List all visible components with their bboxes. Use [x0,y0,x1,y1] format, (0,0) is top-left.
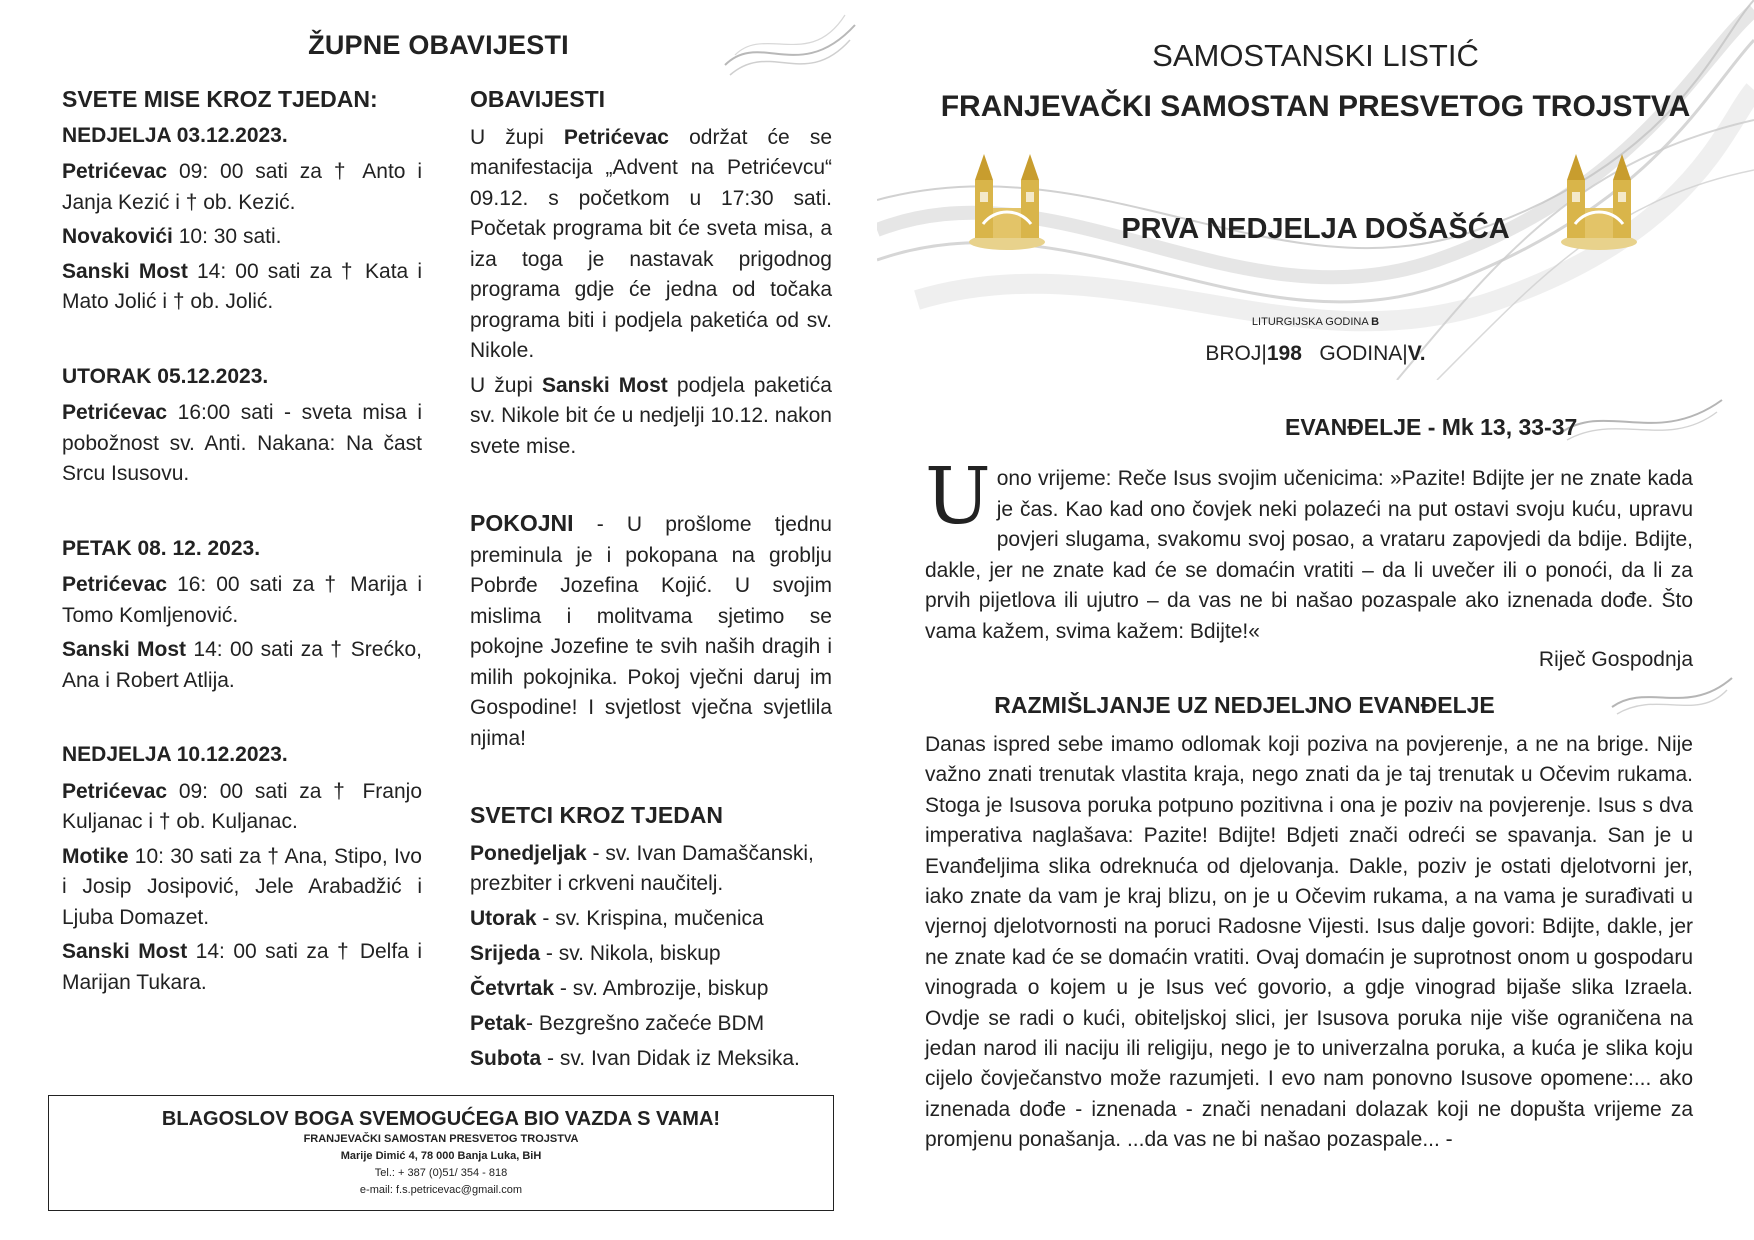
reflection-text: Danas ispred sebe imamo odlomak koji poziva na povjerenje, a ne na brige. Nije važno znati trenutak vlastita kraja, nego znati da je taj trenutak u Očevim rukama. Stoga je Isusova poruka potpuno pozitivna i ona je poziv na povjerenje. Isus s dva imperativa naglašava: Pazite! Bdijte! Bdjeti znači odreći se spavanja. San je u Evanđeljima slika odreknuća od djelovanja. Dakle, poziv je ostati djelotvorni jer, iako znate da vam je kraj blizu, on je u Očevim rukama, a na vama je surađivati u vjernoj djelotvornosti na poruci Radosne Vijesti. Isus dalje govori: Bdijte, dakle, jer ne znate kad će se domaćin vratiti. Ovaj domaćin je suprotnost onom u gospodaru vinograda o kojem u je Isus već govorio, a gdje vinograd bijaše slika Izraela. Ovdje se radi o kući, obiteljskoj slici, jer Isusova poruka nije više ograničena na jedan narod ili naciju ili religiju, nego je to univerzalna poruka, a kuća je slika koju cijelo čovječanstvo može razumjeti. I evo nam ponovno Isusove opomene:... ako iznenada dođe - iznenada - znači nenadani dolazak koji ne dopušta vrijeme za promjenu ponašanja. ...da vas ne bi našao pozaspale... - [925,733,1693,1152]
notices-heading: OBAVIJESTI [470,86,606,112]
saint-text: - sv. Ivan Damaščanski, prezbiter i crkveni naučitelj. [470,841,814,895]
masses-heading: SVETE MISE KROZ TJEDAN: [62,86,378,112]
mass-entry [62,842,422,934]
mass-entry [62,157,422,218]
saint-text: - sv. Nikola, biskup [540,941,721,965]
saint-item [470,839,832,899]
day-block [62,534,422,697]
saint-day: Četvrtak [470,976,555,1000]
saint-text: - sv. Ambrozije, biskup [554,976,769,1000]
saints-heading: SVETCI KROZ TJEDAN [470,802,724,828]
swirl-decoration-reflection [1607,672,1737,722]
right-page [877,0,1754,1240]
mass-text: 10: 30 sati za † Ana, Stipo, Ivo i Josip Josipović, Jele Arabadžić i Ljuba Domazet. [62,844,422,929]
saint-day: Utorak [470,906,537,930]
mass-text: 09: 00 sati za † Anto i Janja Kezić i † ob. Kezić. [62,160,422,214]
mass-entry [62,937,422,998]
notice-text: U župi [470,373,542,397]
notice-text: podjela paketića sv. Nikole bit će u nedjelji 10.12. nakon svete mise. [470,373,832,458]
leaflet-subtitle: SAMOSTANSKI LISTIĆ [1152,38,1479,73]
masses-column [62,84,422,1042]
liturgical-year [877,316,1754,328]
mass-entry [62,398,422,490]
gospel-closing: Riječ Gospodnja [1538,648,1693,671]
issue-number: 198 [1266,342,1302,365]
mass-place: Sanski Most [62,638,187,661]
saint-text: - sv. Ivan Didak iz Meksika. [541,1046,800,1070]
day-date: NEDJELJA 03.12.2023. [62,123,288,147]
mass-entry [62,222,422,253]
mass-entry [62,257,422,318]
day-date: UTORAK 05.12.2023. [62,364,269,388]
monastery-name: FRANJEVAČKI SAMOSTAN PRESVETOG TROJSTVA [940,90,1691,123]
notice-text: održat će se manifestacija „Advent na Petrićevcu“ 09.12. s početkom u 17:30 sati. Početak programa bit će sveta misa, a iza toga je nastavak prigodnog programa gdje će jedna od točaka programa biti i podjela paketića od sv. Nikole. [470,125,832,362]
deceased-paragraph [470,508,832,754]
saint-item [470,974,832,1004]
deceased-heading: POKOJNI [470,510,574,536]
year-value: V. [1407,342,1426,365]
saint-item [470,1009,832,1039]
notice-paragraph [470,371,832,463]
mass-place: Petrićevac [62,401,168,424]
mass-entry [62,777,422,838]
mass-place: Petrićevac [62,779,168,803]
issue-info [877,342,1754,366]
day-date: PETAK 08. 12. 2023. [62,536,261,560]
blessing-email: e-mail: f.s.petricevac@gmail.com [359,1184,523,1196]
day-block [62,740,422,998]
notice-place: Sanski Most [541,373,668,397]
day-block [62,362,422,490]
day-block [62,121,422,318]
gospel-text-block [925,452,1693,647]
notice-place: Petrićevac [563,125,669,149]
mass-place: Motike [62,844,129,868]
mass-place: Petrićevac [62,160,168,183]
mass-place: Sanski Most [62,259,188,283]
mass-place: Novakovići [62,225,173,248]
gospel-text: ono vrijeme: Reče Isus svojim učenicima: »Pazite! Bdijte jer ne znate kada je čas. Kao kad ono čovjek neki polazeći na put ostavi svoju kuću, upravu povjeri slugama, svakomu svoj posao, a vrataru zapovjedi da bdije. Bdijte, dakle, jer ne znate kad će se domaćin vratiti – da li uvečer ili o ponoći, da li za prvih pijetlova ili ujutro – da vas ne bi našao pozaspale ako iznenada dođe. Što vama kažem, svima kažem: Bdijte!« [925,467,1693,643]
page-title: ŽUPNE OBAVIJESTI [308,30,569,60]
day-date: NEDJELJA 10.12.2023. [62,743,288,766]
mass-text: 14: 00 sati za † Kata i Mato Jolić i † ob. Jolić. [62,259,423,313]
year-label: GODINA| [1301,342,1408,365]
mass-text: 16:00 sati - sveta misa i pobožnost sv. Anti. Nakana: Na čast Srcu Isusovu. [62,401,422,485]
saint-item [470,904,832,934]
liturgical-year-label: LITURGIJSKA GODINA [1251,316,1369,328]
notice-text: U župi [470,125,564,149]
saint-text: - Bezgrešno začeće BDM [526,1011,765,1035]
saint-day: Subota [470,1046,542,1070]
dropcap: U [925,452,991,542]
saint-item [470,939,832,969]
deceased-text: - U prošlome tjednu preminula je i pokopana na groblju Pobrđe Jozefina Kojić. U svojim mislima i molitvama sjetimo se pokojne Jozefine te svih naših dragih i milih pokojnika. Pokoj vječni daruj im Gospodine! I svjetlost vječna svjetlila njima! [470,513,832,750]
blessing-org: FRANJEVAČKI SAMOSTAN PRESVETOG TROJSTVA [303,1133,579,1145]
sunday-title: PRVA NEDJELJA DOŠAŠĆA [1121,213,1510,245]
blessing-phone: Tel.: + 387 (0)51/ 354 - 818 [374,1167,508,1179]
notices-column [470,84,832,1079]
mass-entry [62,570,422,631]
gospel-heading: EVANĐELJE - Mk 13, 33-37 [1285,414,1578,440]
blessing-box [48,1095,834,1211]
saint-day: Srijeda [470,941,541,965]
mass-text: 10: 30 sati. [172,225,282,248]
liturgical-year-value: B [1371,316,1380,328]
notice-paragraph [470,123,832,367]
mass-place: Sanski Most [62,940,188,963]
blessing-address: Marije Dimić 4, 78 000 Banja Luka, BiH [340,1150,542,1162]
saint-day: Ponedjeljak [470,841,587,865]
reflection-heading: RAZMIŠLJANJE UZ NEDJELJNO EVANĐELJE [994,692,1495,718]
mass-place: Petrićevac [62,573,168,596]
mass-text: 14: 00 sati za † Delfa i Marijan Tukara. [62,940,422,994]
blessing-title: BLAGOSLOV BOGA SVEMOGUĆEGA BIO VAZDA S VAMA! [161,1108,721,1130]
saint-day: Petak [470,1011,527,1035]
mass-text: 16: 00 sati za † Marija i Tomo Komljenović. [62,573,422,627]
mass-text: 14: 00 sati za † Srećko, Ana i Robert Atlija. [62,638,422,692]
mass-entry [62,635,422,696]
issue-label: BROJ| [1205,342,1267,365]
mass-text: 09: 00 sati za † Franjo Kuljanac i † ob. Kuljanac. [62,779,422,833]
swirl-decoration-gospel [1557,392,1727,452]
saint-item [470,1044,832,1074]
saint-text: - sv. Krispina, mučenica [536,906,764,930]
